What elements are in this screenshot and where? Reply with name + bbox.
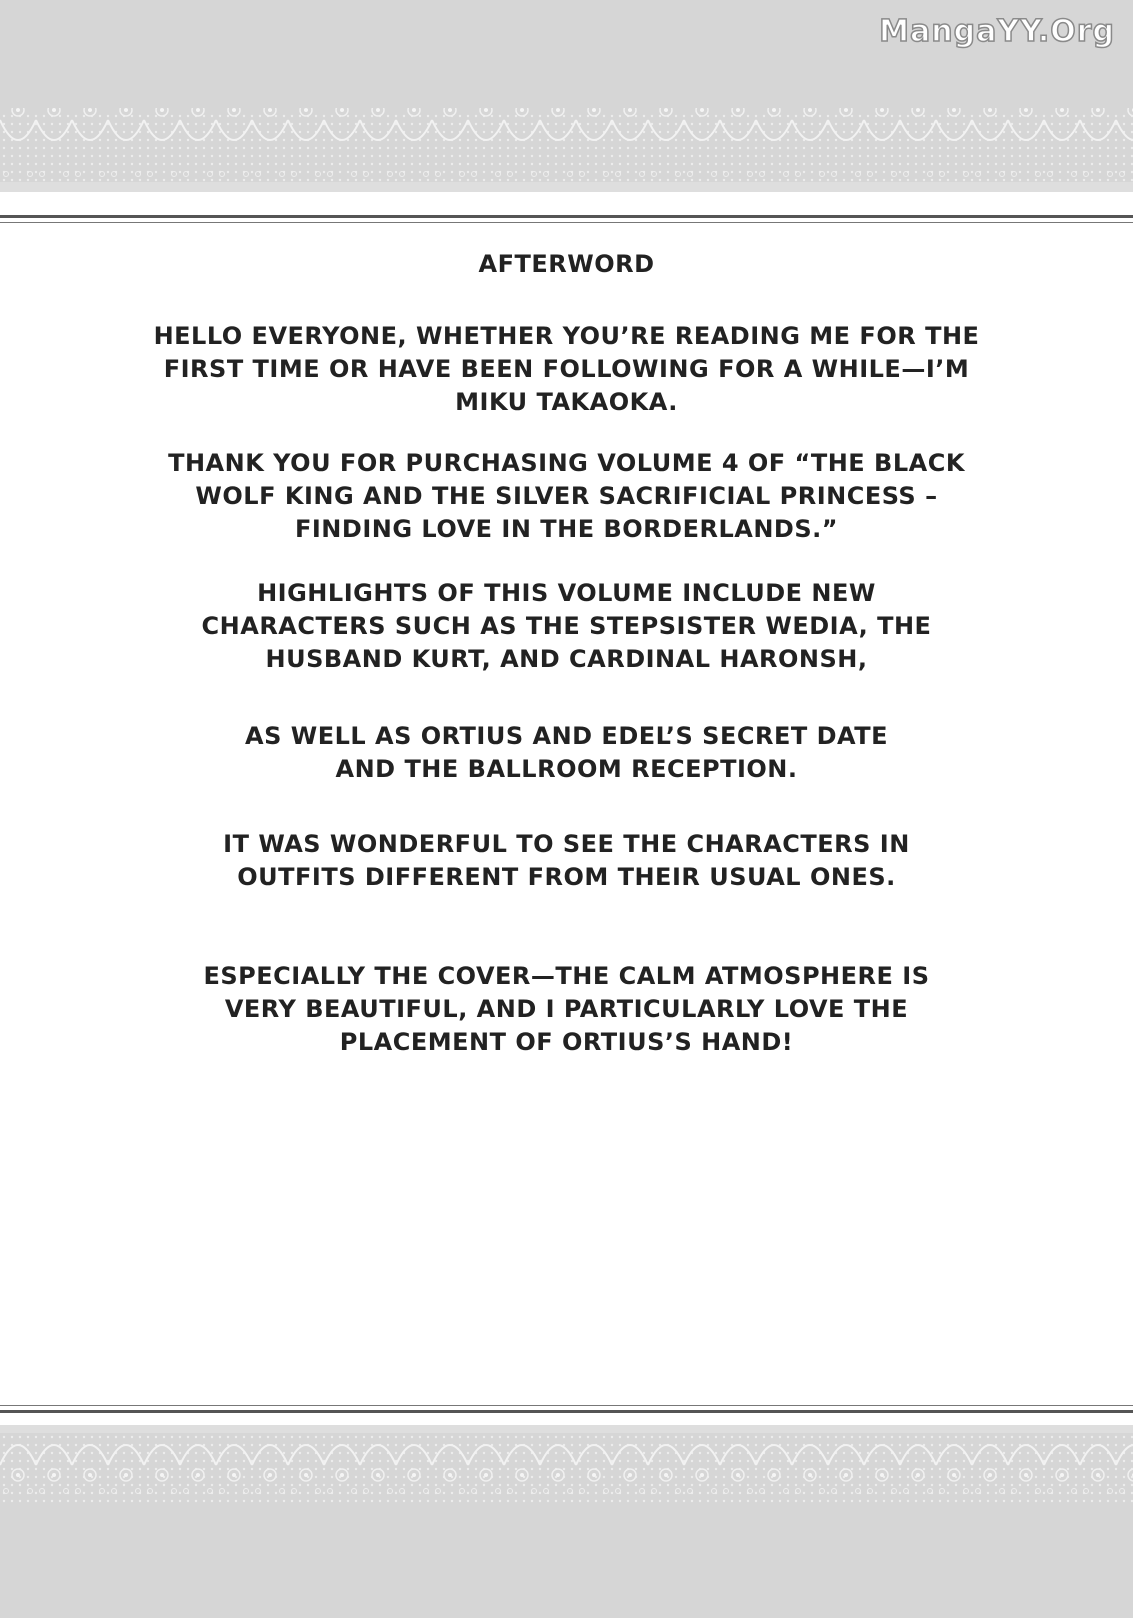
text-line: HELLO EVERYONE, WHETHER YOU’RE READING ME FOR THE — [153, 322, 980, 350]
text-line: VERY BEAUTIFUL, AND I PARTICULARLY LOVE THE — [224, 995, 909, 1023]
site-watermark: MangaYY.Org — [879, 14, 1115, 49]
text-line: IT WAS WONDERFUL TO SEE THE CHARACTERS IN — [223, 830, 910, 858]
text-line: HIGHLIGHTS OF THIS VOLUME INCLUDE NEW — [257, 579, 876, 607]
text-line: AS WELL AS ORTIUS AND EDEL’S SECRET DATE — [245, 722, 888, 750]
afterword-title — [0, 248, 1133, 281]
bottom-divider — [0, 1405, 1133, 1417]
top-divider — [0, 215, 1133, 227]
text-line: FINDING LOVE IN THE BORDERLANDS.” — [294, 515, 839, 543]
text-line: THANK YOU FOR PURCHASING VOLUME 4 OF “THE BLACK — [168, 449, 965, 477]
paragraph-cover — [0, 960, 1133, 1059]
paragraph-outfits — [0, 828, 1133, 894]
paragraph-thanks — [0, 447, 1133, 546]
text-line: HUSBAND KURT, AND CARDINAL HARONSH, — [265, 645, 868, 673]
text-line: MIKU TAKAOKA. — [455, 388, 678, 416]
text-line: FIRST TIME OR HAVE BEEN FOLLOWING FOR A WHILE—I’M — [163, 355, 970, 383]
paragraph-highlights — [0, 577, 1133, 676]
text-line: CHARACTERS SUCH AS THE STEPSISTER WEDIA, THE — [201, 612, 932, 640]
paragraph-greeting — [0, 320, 1133, 419]
title-text: AFTERWORD — [478, 250, 655, 278]
text-line: WOLF KING AND THE SILVER SACRIFICIAL PRINCESS – — [195, 482, 938, 510]
text-line: PLACEMENT OF ORTIUS’S HAND! — [339, 1028, 794, 1056]
text-line: ESPECIALLY THE COVER—THE CALM ATMOSPHERE IS — [203, 962, 930, 990]
text-line: AND THE BALLROOM RECEPTION. — [335, 755, 798, 783]
paragraph-date — [0, 720, 1133, 786]
bottom-lace-border — [0, 1425, 1133, 1618]
text-line: OUTFITS DIFFERENT FROM THEIR USUAL ONES. — [237, 863, 896, 891]
